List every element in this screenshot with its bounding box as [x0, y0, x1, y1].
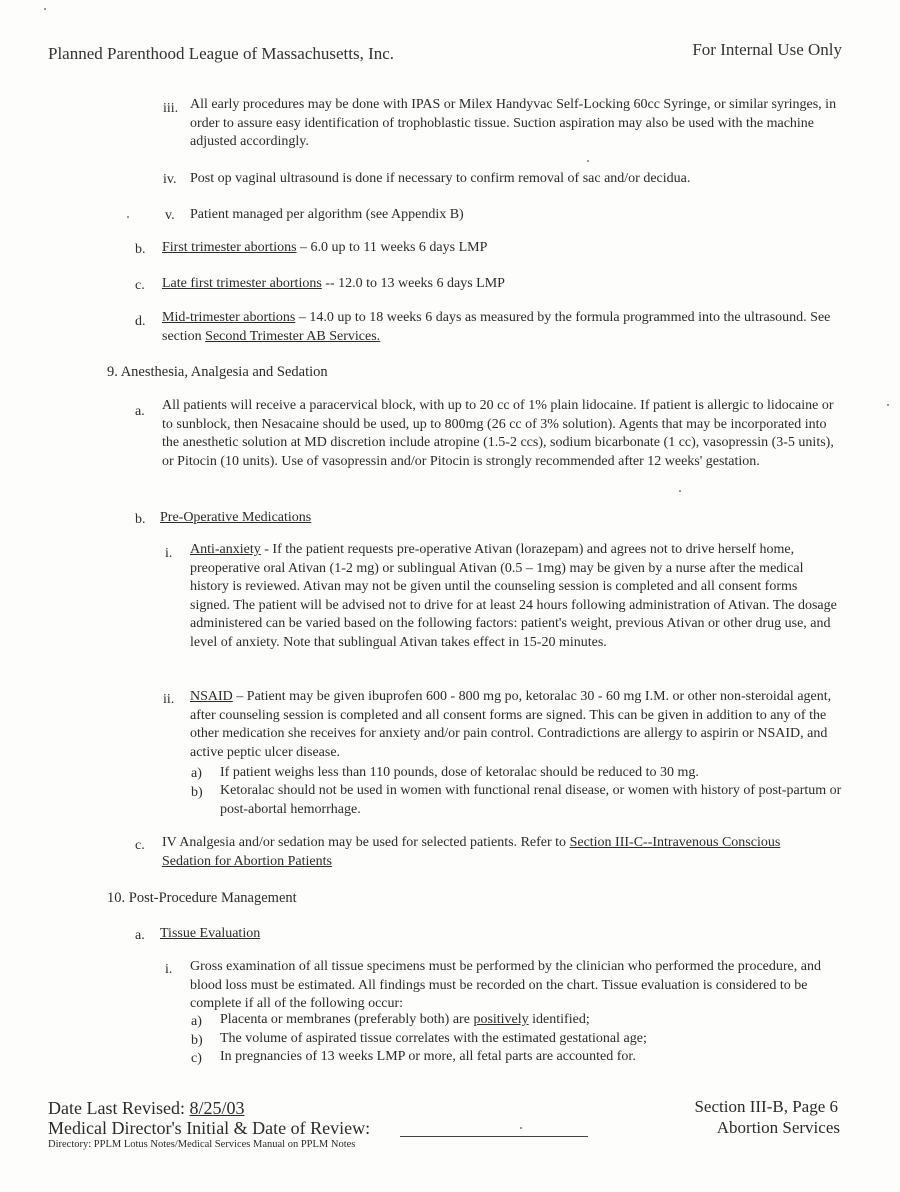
scan-speck	[520, 1127, 522, 1129]
first-trimester-heading: First trimester abortions	[162, 240, 297, 255]
signature-line	[400, 1136, 588, 1137]
directory-path: Directory: PPLM Lotus Notes/Medical Services Manual on PPLM Notes	[48, 1139, 356, 1150]
paragraph-b	[162, 239, 842, 258]
nsaid-subitem-a: If patient weighs less than 110 pounds, dose of ketoralac should be reduced to 30 mg.	[220, 765, 699, 780]
nsaid-text: – Patient may be given ibuprofen 600 - 800 mg po, ketoralac 30 - 60 mg I.M. or other non-steroidal agent, after counseling session is completed and all consent forms are signed. This can be given in addition to any of the other medication she receives for anxiety and/or pain control. Contradictions are allergy to aspirin or NSAID, and active peptic ulcer disease.	[190, 689, 832, 760]
mid-trimester-heading: Mid-trimester abortions	[162, 310, 296, 325]
list-marker: c)	[191, 1051, 202, 1066]
paragraph-nsaid	[190, 688, 840, 762]
anti-anxiety-text: - If the patient requests pre-operative Ativan (lorazepam) and agrees not to drive herself home, preoperative oral Ativan (1-2 mg) or sublingual Ativan (0.5 – 1mg) may be given by a nurse after the medical history is reviewed. Ativan may not be given until the counseling session is completed and all consent forms signed. The patient will be advised not to drive for at least 24 hours following administration of Ativan. The dosage administered can be varied based on the following factors: patient's weight, previous Ativan or other drug use, and level of anxiety. Note that sublingual Ativan takes effect in 15-20 minutes.	[190, 542, 837, 650]
date-last-revised-value: 8/25/03	[189, 1098, 245, 1118]
list-marker: c.	[135, 278, 145, 293]
first-trimester-text: – 6.0 up to 11 weeks 6 days LMP	[296, 240, 488, 255]
mid-trimester-text: – 14.0 up to 18 weeks 6 days as measured by the formula programmed into the ultrasound. See section	[162, 310, 831, 344]
paragraph-c	[162, 275, 842, 294]
tissue-evaluation-heading: Tissue Evaluation	[160, 926, 261, 941]
scan-speck	[887, 404, 889, 406]
list-marker: b.	[135, 242, 146, 257]
list-marker: a)	[191, 766, 202, 781]
anti-anxiety-heading: Anti-anxiety	[190, 542, 261, 557]
list-marker: a.	[135, 404, 145, 419]
paragraph-9a: All patients will receive a paracervical block, with up to 20 cc of 1% plain lidocaine. If patient is allergic to lidocaine or to sunblock, then Nesacaine should be used, up to 800mg (26 cc of 3% solution). Agents that may be incorporated into the anesthetic solution at MD discretion include atropine (1.5-2 ccs), sodium bicarbonate (1 cc), vasopressin (3-5 units), or Pitocin (10 units). Use of vasopressin and/or Pitocin is strongly recommended after 12 weeks' gestation.	[162, 398, 834, 469]
section-9-heading: 9. Anesthesia, Analgesia and Sedation	[107, 364, 328, 380]
list-marker: iii.	[163, 101, 179, 116]
list-marker: b.	[135, 512, 146, 527]
second-trimester-link[interactable]: Second Trimester AB Services.	[205, 328, 381, 344]
paragraph-iv: Post op vaginal ultrasound is done if necessary to confirm removal of sac and/or decidua.	[190, 171, 691, 186]
paragraph-tissue-exam: Gross examination of all tissue specimens must be performed by the clinician who performed the procedure, and blood loss must be estimated. All findings must be recorded on the chart. Tissue evaluation is considered to be complete if all of the following occur:	[190, 959, 821, 1011]
date-last-revised-label: Date Last Revised:	[48, 1098, 190, 1118]
iv-sedation-text: IV Analgesia and/or sedation may be used for selected patients. Refer to	[162, 835, 570, 850]
list-marker: ii.	[163, 692, 175, 707]
tissue-subitem-c: In pregnancies of 13 weeks LMP or more, all fetal parts are accounted for.	[220, 1049, 636, 1064]
scan-speck	[679, 490, 681, 492]
late-first-trimester-text: -- 12.0 to 13 weeks 6 days LMP	[321, 276, 505, 291]
list-marker: i.	[165, 546, 173, 561]
list-marker: iv.	[163, 172, 177, 187]
organization-name: Planned Parenthood League of Massachusetts, Inc.	[48, 44, 395, 63]
paragraph-9c	[162, 834, 802, 871]
scan-speck	[587, 160, 589, 162]
tissue-subitem-a-post: identified;	[528, 1012, 590, 1027]
list-marker: a)	[191, 1014, 202, 1029]
date-last-revised	[48, 1098, 244, 1119]
page-reference: Section III-B, Page 6	[694, 1097, 838, 1116]
list-marker: a.	[135, 928, 145, 943]
tissue-subitem-a-pre: Placenta or membranes (preferably both) are	[220, 1012, 474, 1027]
tissue-subitem-a	[220, 1011, 840, 1030]
list-marker: b)	[191, 785, 203, 800]
paragraph-d	[162, 309, 832, 346]
list-marker: b)	[191, 1033, 203, 1048]
list-marker: c.	[135, 838, 145, 853]
tissue-subitem-b: The volume of aspirated tissue correlates with the estimated gestational age;	[220, 1031, 647, 1046]
review-label: Medical Director's Initial & Date of Review:	[48, 1118, 371, 1138]
paragraph-anti-anxiety	[190, 541, 840, 652]
scan-speck	[44, 8, 46, 10]
nsaid-heading: NSAID	[190, 689, 233, 704]
internal-use-label: For Internal Use Only	[692, 40, 842, 59]
section-10-heading: 10. Post-Procedure Management	[107, 890, 297, 906]
positively-emphasis: positively	[473, 1012, 529, 1027]
iv-sedation-link[interactable]: Section III-C--Intravenous Conscious Sedation for Abortion Patients	[162, 835, 781, 869]
service-name: Abortion Services	[716, 1118, 840, 1137]
list-marker: d.	[135, 314, 146, 329]
paragraph-v: Patient managed per algorithm (see Appendix B)	[190, 207, 464, 222]
list-marker: v.	[165, 208, 175, 223]
late-first-trimester-heading: Late first trimester abortions	[162, 276, 322, 291]
scan-speck	[127, 216, 129, 218]
list-marker: i.	[165, 962, 173, 977]
paragraph-iii: All early procedures may be done with IPAS or Milex Handyvac Self-Locking 60cc Syringe, or similar syringes, in order to assure easy identification of trophoblastic tissue. Suction aspiration may also be used with the machine adjusted accordingly.	[190, 97, 837, 149]
nsaid-subitem-b: Ketoralac should not be used in women with functional renal disease, or women with history of post-partum or post-abortal hemorrhage.	[220, 783, 842, 817]
pre-operative-medications-heading: Pre-Operative Medications	[160, 510, 312, 525]
